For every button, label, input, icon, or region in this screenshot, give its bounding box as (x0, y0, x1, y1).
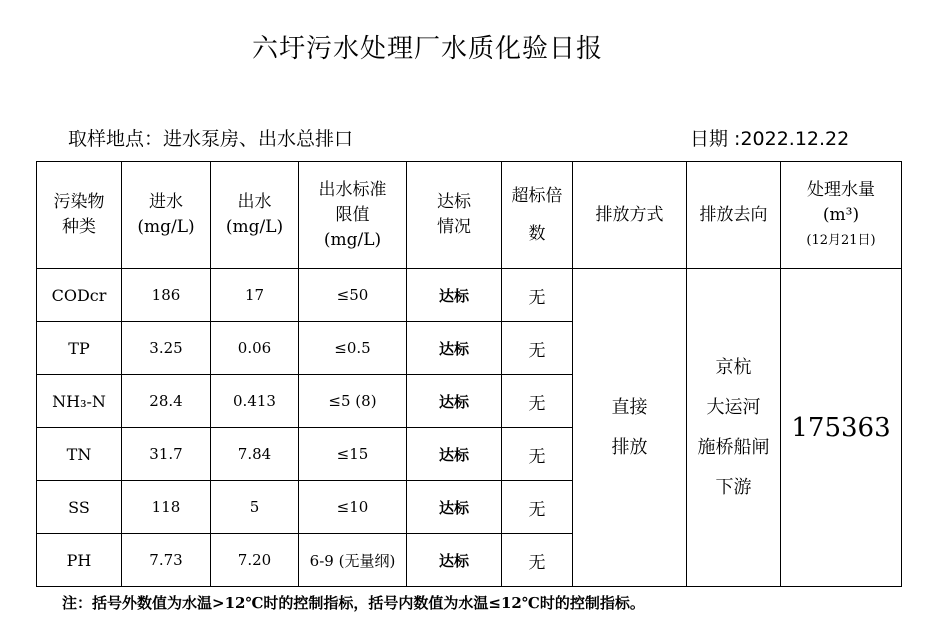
exceed-times: 无 (502, 322, 573, 375)
exceed-times: 无 (502, 428, 573, 481)
limit-value: ≤50 (299, 269, 407, 322)
limit-value: ≤10 (299, 481, 407, 534)
status-value: 达标 (407, 534, 502, 587)
header-dest: 排放去向 (687, 162, 781, 269)
exceed-times: 无 (502, 534, 573, 587)
discharge-destination: 京杭 大运河 施桥船闸 下游 (687, 269, 781, 587)
pollutant-name: CODcr (37, 269, 122, 322)
header-volume: 处理水量 (m³) (12月21日) (781, 162, 902, 269)
status-value: 达标 (407, 375, 502, 428)
pollutant-name: NH₃-N (37, 375, 122, 428)
limit-value: ≤5 (8) (299, 375, 407, 428)
outflow-value: 7.20 (211, 534, 299, 587)
header-inflow: 进水 (mg/L) (122, 162, 211, 269)
header-limit: 出水标准 限值 (mg/L) (299, 162, 407, 269)
outflow-value: 0.06 (211, 322, 299, 375)
header-outflow: 出水 (mg/L) (211, 162, 299, 269)
header-method: 排放方式 (573, 162, 687, 269)
header-status: 达标 情况 (407, 162, 502, 269)
pollutant-name: PH (37, 534, 122, 587)
discharge-method: 直接 排放 (573, 269, 687, 587)
inflow-value: 3.25 (122, 322, 211, 375)
exceed-times: 无 (502, 481, 573, 534)
inflow-value: 118 (122, 481, 211, 534)
header-row (37, 162, 902, 269)
limit-value: ≤15 (299, 428, 407, 481)
header-item: 污染物 种类 (37, 162, 122, 269)
outflow-value: 5 (211, 481, 299, 534)
inflow-value: 7.73 (122, 534, 211, 587)
pollutant-name: SS (37, 481, 122, 534)
sampling-location: 取样地点：进水泵房、出水总排口 (68, 128, 354, 150)
outflow-value: 17 (211, 269, 299, 322)
footnote: 注：括号外数值为水温>12℃时的控制指标，括号内数值为水温≤12℃时的控制指标。 (62, 594, 645, 612)
outflow-value: 7.84 (211, 428, 299, 481)
limit-value: ≤0.5 (299, 322, 407, 375)
report-title (0, 28, 951, 65)
status-value: 达标 (407, 322, 502, 375)
status-value: 达标 (407, 269, 502, 322)
report-date: 日期 :2022.12.22 (690, 128, 850, 150)
treated-volume: 175363 (781, 269, 902, 587)
pollutant-name: TN (37, 428, 122, 481)
table-row (37, 269, 902, 322)
pollutant-name: TP (37, 322, 122, 375)
inflow-value: 186 (122, 269, 211, 322)
status-value: 达标 (407, 428, 502, 481)
water-quality-table (36, 161, 902, 587)
status-value: 达标 (407, 481, 502, 534)
exceed-times: 无 (502, 375, 573, 428)
outflow-value: 0.413 (211, 375, 299, 428)
limit-value: 6-9 (无量纲) (299, 534, 407, 587)
report-title-text: 六圩污水处理厂水质化验日报 (251, 34, 603, 64)
inflow-value: 28.4 (122, 375, 211, 428)
inflow-value: 31.7 (122, 428, 211, 481)
header-times: 超标倍 数 (502, 162, 573, 269)
exceed-times: 无 (502, 269, 573, 322)
